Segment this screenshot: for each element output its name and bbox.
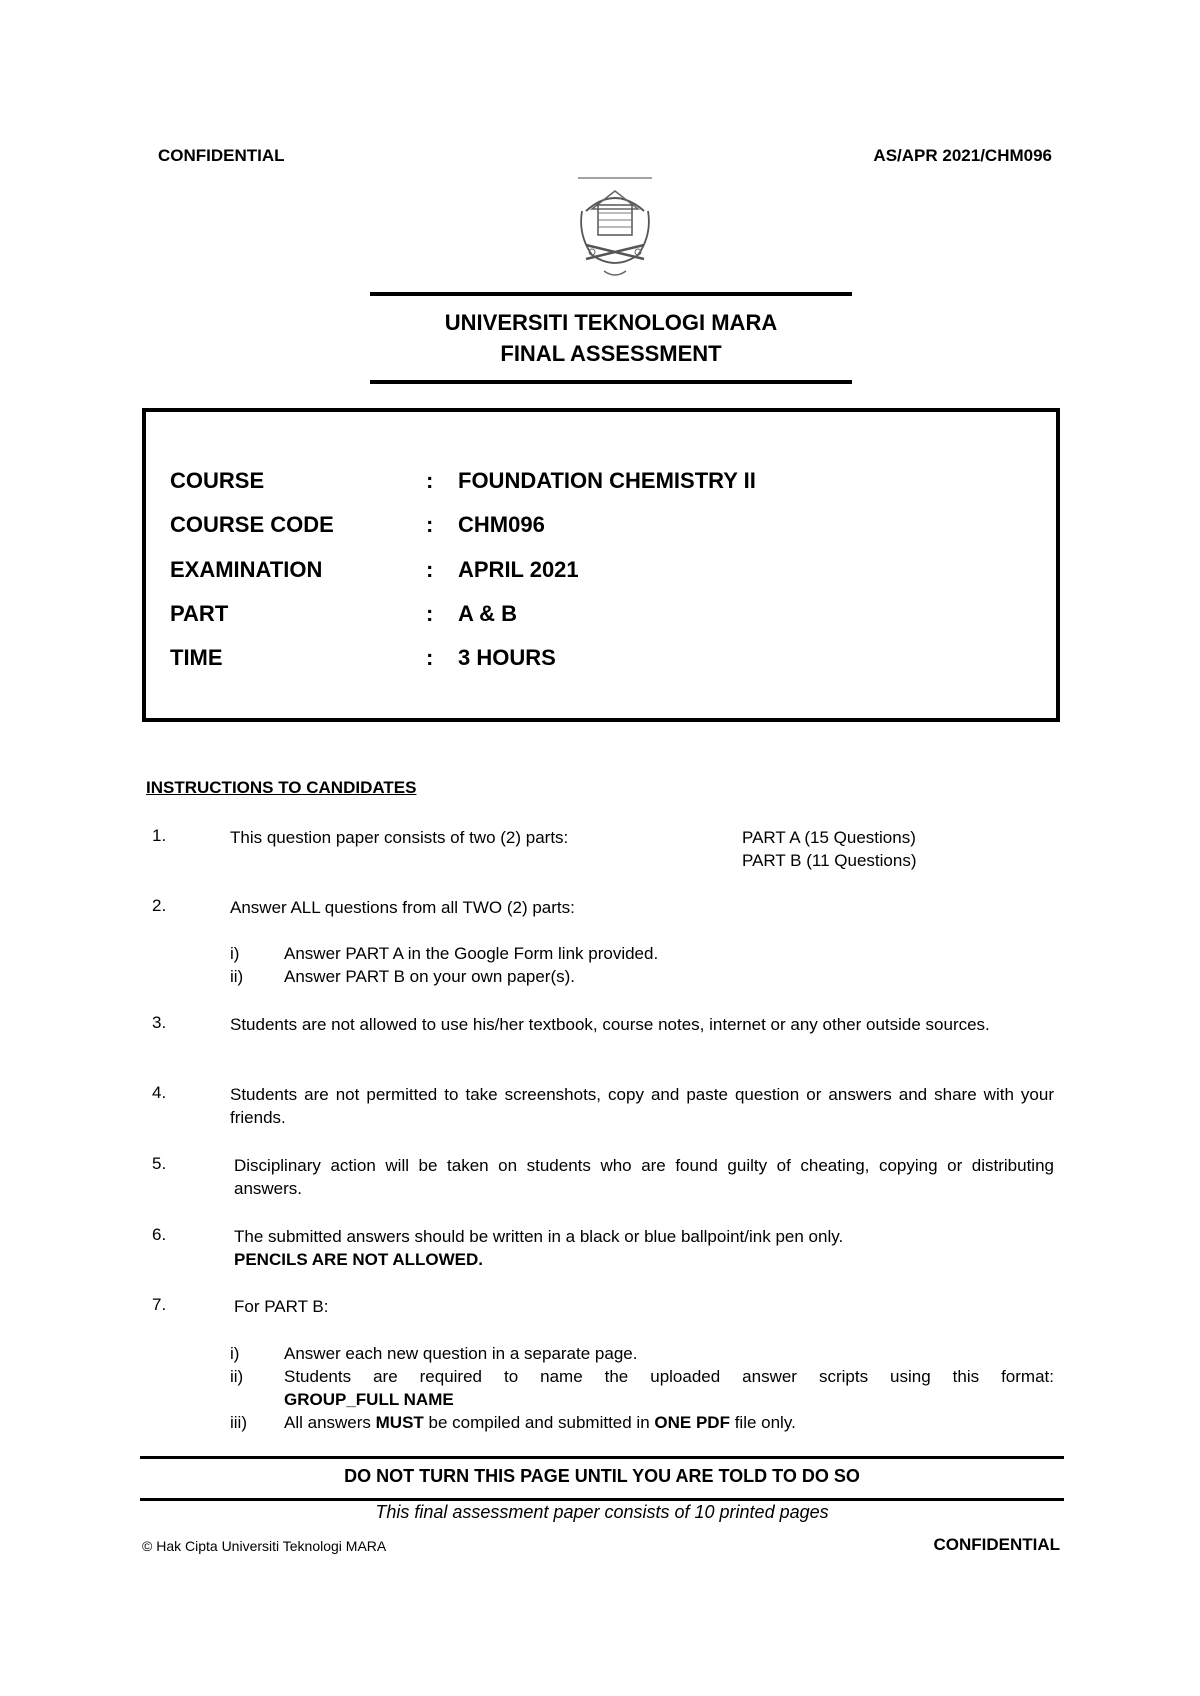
time-value: 3 HOURS bbox=[458, 645, 556, 670]
course-separator: : bbox=[426, 468, 434, 493]
instruction-text: This question paper consists of two (2) parts: bbox=[230, 828, 569, 847]
printed-pages-note: This final assessment paper consists of 10 printed pages bbox=[375, 1502, 829, 1522]
sub-numeral: iii) bbox=[230, 1413, 247, 1432]
text-run: All answers bbox=[284, 1413, 376, 1432]
part-separator: : bbox=[426, 601, 434, 626]
copyright-notice: © Hak Cipta Universiti Teknologi MARA bbox=[142, 1538, 387, 1554]
sub-numeral: i) bbox=[230, 944, 240, 963]
instruction-text: Disciplinary action will be taken on students who are found guilty of cheating, copying or distributing answers. bbox=[234, 1156, 1054, 1198]
instruction-text: Answer ALL questions from all TWO (2) parts: bbox=[230, 898, 575, 917]
part-value: A & B bbox=[458, 601, 518, 626]
instruction-number: 2. bbox=[152, 896, 167, 915]
time-label: TIME bbox=[170, 645, 223, 670]
assessment-title: FINAL ASSESSMENT bbox=[500, 341, 722, 366]
title-bottom-rule bbox=[370, 380, 852, 384]
part-label: PART bbox=[170, 601, 229, 626]
header-confidential: CONFIDENTIAL bbox=[158, 146, 285, 165]
course-value: FOUNDATION CHEMISTRY II bbox=[458, 468, 756, 493]
instruction-number: 1. bbox=[152, 826, 167, 845]
emphasis-must: MUST bbox=[375, 1413, 424, 1432]
sub-numeral: ii) bbox=[230, 967, 244, 986]
instruction-text bbox=[234, 1225, 1054, 1271]
course-code-separator: : bbox=[426, 512, 434, 537]
instruction-number: 7. bbox=[152, 1295, 167, 1314]
instruction-line: The submitted answers should be written in a black or blue ballpoint/ink pen only. bbox=[234, 1227, 844, 1246]
sub-text bbox=[284, 1411, 1054, 1434]
examination-label: EXAMINATION bbox=[170, 557, 323, 582]
do-not-turn-warning: DO NOT TURN THIS PAGE UNTIL YOU ARE TOLD TO DO SO bbox=[344, 1466, 860, 1486]
instructions-title: INSTRUCTIONS TO CANDIDATES bbox=[146, 778, 417, 797]
header-paper-code: AS/APR 2021/CHM096 bbox=[873, 146, 1052, 165]
footer-confidential: CONFIDENTIAL bbox=[933, 1535, 1060, 1554]
part-counts bbox=[742, 826, 916, 872]
instruction-number: 5. bbox=[152, 1154, 167, 1173]
text-run: file only. bbox=[729, 1413, 796, 1432]
text-run: be compiled and submitted in bbox=[423, 1413, 655, 1432]
pencils-warning: PENCILS ARE NOT ALLOWED. bbox=[234, 1250, 484, 1269]
course-info-box bbox=[142, 408, 1060, 722]
uitm-crest-icon bbox=[572, 175, 658, 285]
instruction-number: 3. bbox=[152, 1013, 167, 1032]
sub-text: Answer PART B on your own paper(s). bbox=[284, 967, 576, 986]
course-code-value: CHM096 bbox=[458, 512, 545, 537]
course-code-label: COURSE CODE bbox=[170, 512, 334, 537]
part-a-count: PART A (15 Questions) bbox=[742, 828, 916, 847]
instruction-text: Students are not allowed to use his/her textbook, course notes, internet or any other outside sources. bbox=[230, 1015, 990, 1034]
footer-top-rule bbox=[140, 1456, 1064, 1459]
title-top-rule bbox=[370, 292, 852, 296]
emphasis-one-pdf: ONE PDF bbox=[654, 1413, 730, 1432]
time-separator: : bbox=[426, 645, 434, 670]
university-name: UNIVERSITI TEKNOLOGI MARA bbox=[444, 310, 778, 335]
examination-value: APRIL 2021 bbox=[458, 557, 579, 582]
sub-numeral: ii) bbox=[230, 1367, 244, 1386]
part-b-count: PART B (11 Questions) bbox=[742, 851, 917, 870]
sub-text: Answer each new question in a separate page. bbox=[284, 1344, 638, 1363]
sub-text: Students are required to name the uploaded answer scripts using this format: bbox=[284, 1367, 1054, 1386]
instruction-text: Students are not permitted to take screenshots, copy and paste question or answers and share with your friends. bbox=[230, 1085, 1054, 1127]
instruction-text: For PART B: bbox=[234, 1297, 329, 1316]
footer-bottom-rule bbox=[140, 1498, 1064, 1501]
examination-separator: : bbox=[426, 557, 434, 582]
sub-numeral: i) bbox=[230, 1344, 240, 1363]
course-label: COURSE bbox=[170, 468, 265, 493]
instruction-number: 4. bbox=[152, 1083, 167, 1102]
instruction-number: 6. bbox=[152, 1225, 167, 1244]
filename-format: GROUP_FULL NAME bbox=[284, 1390, 454, 1409]
sub-text: Answer PART A in the Google Form link provided. bbox=[284, 944, 659, 963]
